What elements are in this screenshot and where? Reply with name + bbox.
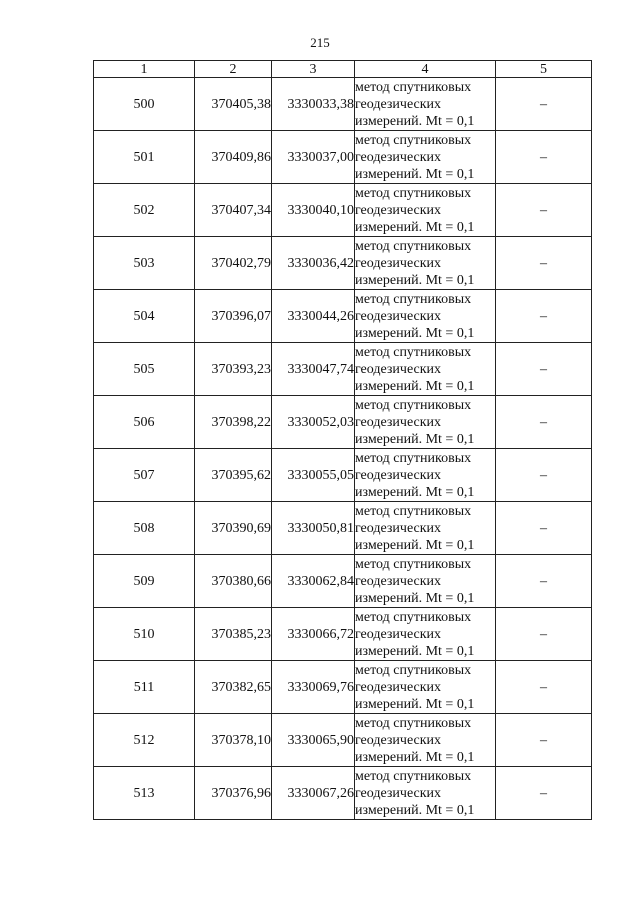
y-coordinate: 3330037,00 bbox=[272, 131, 355, 184]
table-row bbox=[94, 714, 592, 767]
point-number: 510 bbox=[94, 608, 195, 661]
y-coordinate: 3330050,81 bbox=[272, 502, 355, 555]
column-header-2: 2 bbox=[195, 61, 272, 78]
y-coordinate: 3330055,05 bbox=[272, 449, 355, 502]
method-line: метод спутниковых bbox=[355, 344, 472, 360]
method-line: метод спутниковых bbox=[355, 185, 472, 201]
method-line: геодезических bbox=[355, 785, 442, 801]
column-header-3: 3 bbox=[272, 61, 355, 78]
x-coordinate: 370376,96 bbox=[195, 767, 272, 820]
method-line: метод спутниковых bbox=[355, 768, 472, 784]
point-number: 511 bbox=[94, 661, 195, 714]
method-line: измерений. Mt = 0,1 bbox=[355, 749, 475, 765]
point-number: 507 bbox=[94, 449, 195, 502]
point-number: 500 bbox=[94, 78, 195, 131]
x-coordinate: 370405,38 bbox=[195, 78, 272, 131]
column-header-5: 5 bbox=[496, 61, 592, 78]
method-cell bbox=[355, 714, 496, 767]
x-coordinate: 370385,23 bbox=[195, 608, 272, 661]
x-coordinate: 370378,10 bbox=[195, 714, 272, 767]
x-coordinate: 370382,65 bbox=[195, 661, 272, 714]
column-header-4: 4 bbox=[355, 61, 496, 78]
table-row bbox=[94, 449, 592, 502]
method-cell bbox=[355, 608, 496, 661]
table-row bbox=[94, 343, 592, 396]
method-line: метод спутниковых bbox=[355, 503, 472, 519]
note-cell: – bbox=[496, 449, 592, 502]
method-line: метод спутниковых bbox=[355, 397, 472, 413]
method-cell bbox=[355, 396, 496, 449]
point-number: 503 bbox=[94, 237, 195, 290]
note-cell: – bbox=[496, 131, 592, 184]
method-cell bbox=[355, 184, 496, 237]
note-cell: – bbox=[496, 661, 592, 714]
point-number: 512 bbox=[94, 714, 195, 767]
method-cell bbox=[355, 449, 496, 502]
x-coordinate: 370398,22 bbox=[195, 396, 272, 449]
method-line: геодезических bbox=[355, 149, 442, 165]
point-number: 509 bbox=[94, 555, 195, 608]
method-line: метод спутниковых bbox=[355, 556, 472, 572]
table-header-row bbox=[94, 61, 592, 78]
method-cell bbox=[355, 78, 496, 131]
method-line: геодезических bbox=[355, 732, 442, 748]
point-number: 513 bbox=[94, 767, 195, 820]
y-coordinate: 3330062,84 bbox=[272, 555, 355, 608]
method-line: измерений. Mt = 0,1 bbox=[355, 484, 475, 500]
x-coordinate: 370380,66 bbox=[195, 555, 272, 608]
point-number: 502 bbox=[94, 184, 195, 237]
note-cell: – bbox=[496, 184, 592, 237]
method-line: измерений. Mt = 0,1 bbox=[355, 378, 475, 394]
note-cell: – bbox=[496, 767, 592, 820]
method-line: измерений. Mt = 0,1 bbox=[355, 272, 475, 288]
x-coordinate: 370395,62 bbox=[195, 449, 272, 502]
y-coordinate: 3330052,03 bbox=[272, 396, 355, 449]
table-row bbox=[94, 555, 592, 608]
method-line: измерений. Mt = 0,1 bbox=[355, 431, 475, 447]
y-coordinate: 3330044,26 bbox=[272, 290, 355, 343]
x-coordinate: 370409,86 bbox=[195, 131, 272, 184]
page-number: 215 bbox=[310, 35, 330, 50]
method-line: метод спутниковых bbox=[355, 291, 472, 307]
method-line: геодезических bbox=[355, 414, 442, 430]
point-number: 506 bbox=[94, 396, 195, 449]
point-number: 504 bbox=[94, 290, 195, 343]
y-coordinate: 3330047,74 bbox=[272, 343, 355, 396]
note-cell: – bbox=[496, 555, 592, 608]
x-coordinate: 370390,69 bbox=[195, 502, 272, 555]
method-line: измерений. Mt = 0,1 bbox=[355, 325, 475, 341]
method-cell bbox=[355, 131, 496, 184]
table-row bbox=[94, 131, 592, 184]
method-line: метод спутниковых bbox=[355, 662, 472, 678]
note-cell: – bbox=[496, 714, 592, 767]
method-cell bbox=[355, 290, 496, 343]
note-cell: – bbox=[496, 502, 592, 555]
method-line: геодезических bbox=[355, 361, 442, 377]
method-cell bbox=[355, 767, 496, 820]
y-coordinate: 3330065,90 bbox=[272, 714, 355, 767]
method-line: геодезических bbox=[355, 308, 442, 324]
method-line: геодезических bbox=[355, 202, 442, 218]
method-line: метод спутниковых bbox=[355, 715, 472, 731]
table-row bbox=[94, 237, 592, 290]
note-cell: – bbox=[496, 343, 592, 396]
point-number: 508 bbox=[94, 502, 195, 555]
table-row bbox=[94, 767, 592, 820]
method-cell bbox=[355, 502, 496, 555]
method-line: измерений. Mt = 0,1 bbox=[355, 113, 475, 129]
point-number: 505 bbox=[94, 343, 195, 396]
table-body bbox=[94, 78, 592, 820]
x-coordinate: 370407,34 bbox=[195, 184, 272, 237]
y-coordinate: 3330067,26 bbox=[272, 767, 355, 820]
method-line: измерений. Mt = 0,1 bbox=[355, 219, 475, 235]
column-header-1: 1 bbox=[94, 61, 195, 78]
table-row bbox=[94, 661, 592, 714]
method-line: геодезических bbox=[355, 679, 442, 695]
table-row bbox=[94, 78, 592, 131]
method-line: измерений. Mt = 0,1 bbox=[355, 166, 475, 182]
method-line: геодезических bbox=[355, 573, 442, 589]
note-cell: – bbox=[496, 608, 592, 661]
y-coordinate: 3330040,10 bbox=[272, 184, 355, 237]
table-row bbox=[94, 502, 592, 555]
method-line: измерений. Mt = 0,1 bbox=[355, 643, 475, 659]
table-row bbox=[94, 608, 592, 661]
x-coordinate: 370396,07 bbox=[195, 290, 272, 343]
method-cell bbox=[355, 343, 496, 396]
method-cell bbox=[355, 555, 496, 608]
x-coordinate: 370393,23 bbox=[195, 343, 272, 396]
y-coordinate: 3330066,72 bbox=[272, 608, 355, 661]
note-cell: – bbox=[496, 396, 592, 449]
method-line: геодезических bbox=[355, 96, 442, 112]
method-line: метод спутниковых bbox=[355, 609, 472, 625]
method-line: метод спутниковых bbox=[355, 132, 472, 148]
table-row bbox=[94, 290, 592, 343]
method-line: геодезических bbox=[355, 467, 442, 483]
y-coordinate: 3330036,42 bbox=[272, 237, 355, 290]
table-row bbox=[94, 184, 592, 237]
method-line: метод спутниковых bbox=[355, 79, 472, 95]
method-line: геодезических bbox=[355, 255, 442, 271]
note-cell: – bbox=[496, 78, 592, 131]
method-cell bbox=[355, 237, 496, 290]
x-coordinate: 370402,79 bbox=[195, 237, 272, 290]
y-coordinate: 3330069,76 bbox=[272, 661, 355, 714]
method-line: геодезических bbox=[355, 626, 442, 642]
method-line: измерений. Mt = 0,1 bbox=[355, 590, 475, 606]
method-line: геодезических bbox=[355, 520, 442, 536]
method-line: измерений. Mt = 0,1 bbox=[355, 802, 475, 818]
method-line: измерений. Mt = 0,1 bbox=[355, 537, 475, 553]
point-number: 501 bbox=[94, 131, 195, 184]
table-row bbox=[94, 396, 592, 449]
method-line: метод спутниковых bbox=[355, 450, 472, 466]
method-cell bbox=[355, 661, 496, 714]
method-line: метод спутниковых bbox=[355, 238, 472, 254]
method-line: измерений. Mt = 0,1 bbox=[355, 696, 475, 712]
note-cell: – bbox=[496, 237, 592, 290]
y-coordinate: 3330033,38 bbox=[272, 78, 355, 131]
coordinates-table bbox=[93, 60, 592, 820]
note-cell: – bbox=[496, 290, 592, 343]
